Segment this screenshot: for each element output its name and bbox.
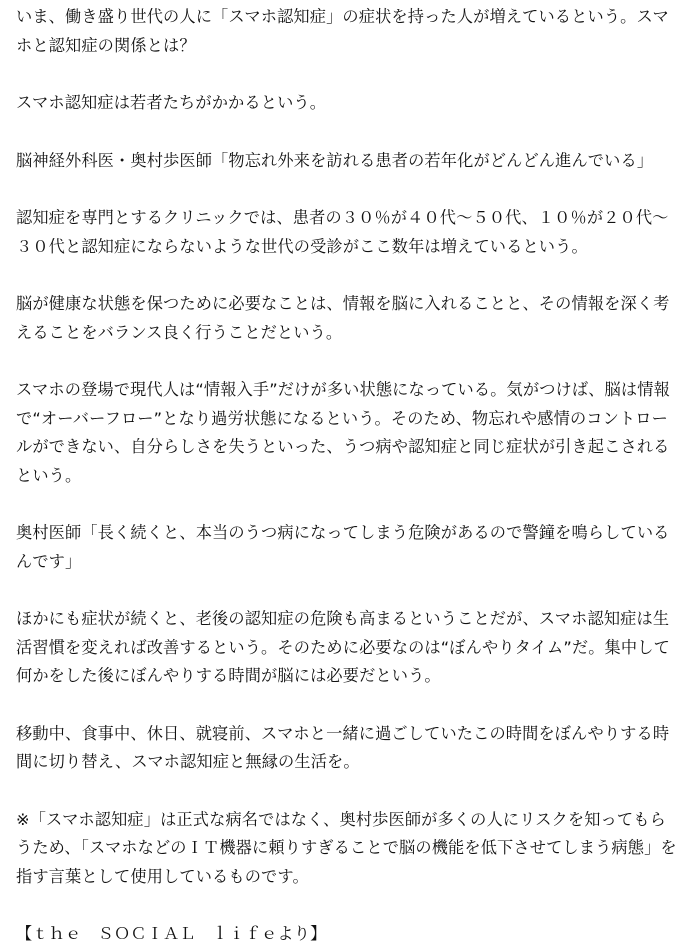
paragraph-daily-life: 移動中、食事中、休日、就寝前、スマホと一緒に過ごしていたこの時間をぼんやりする時間に切り替え、スマホ認知症と無縁の生活を。 [16,723,670,771]
source-credit: 【ｔｈｅ ＳＯＣＩＡＬ ｌｉｆｅより】 [16,924,327,943]
paragraph-clinic-stats: 認知症を専門とするクリニックでは、患者の３０％が４０代〜５０代、１０％が２０代〜３０代と認知症にならないような世代の受診がここ数年は増えているという。 [16,208,669,256]
paragraph-intro: いま、働き盛り世代の人に「スマホ認知症」の症状を持った人が増えているという。スマホと認知症の関係とは？ [16,7,669,55]
paragraph-note: ※「スマホ認知症」は正式な病名ではなく、奥村歩医師が多くの人にリスクを知ってもらうため、「スマホなどのＩＴ機器に頼りすぎることで脳の機能を低下させてしまう病態」を指す言葉として使用しているものです。 [16,809,677,886]
paragraph-information-overflow: スマホの登場で現代人は“情報入手”だけが多い状態になっている。気がつけば、脳は情報で“オーバーフロー”となり過労状態になるという。そのため、物忘れや感情のコントロールができない、自分らしさを失うといった、うつ病や認知症と同じ症状が引き起こされるという。 [16,380,670,485]
paragraph-doctor-warning: 奥村医師「長く続くと、本当のうつ病になってしまう危険があるので警鐘を鳴らしているんです」 [16,523,670,571]
paragraph-young-people: スマホ認知症は若者たちがかかるという。 [16,93,327,112]
paragraph-doctor-quote: 脳神経外科医・奥村歩医師「物忘れ外来を訪れる患者の若年化がどんどん進んでいる」 [16,150,654,170]
paragraph-brain-health: 脳が健康な状態を保つために必要なことは、情報を脳に入れることと、その情報を深く考えることをバランス良く行うことだという。 [16,294,670,342]
paragraph-improvement: ほかにも症状が続くと、老後の認知症の危険も高まるということだが、スマホ認知症は生活習慣を変えれば改善するという。そのために必要なのは“ぼんやりタイム”だ。集中して何かをした後にぼんやりする時間が脳には必要だという。 [16,609,670,685]
